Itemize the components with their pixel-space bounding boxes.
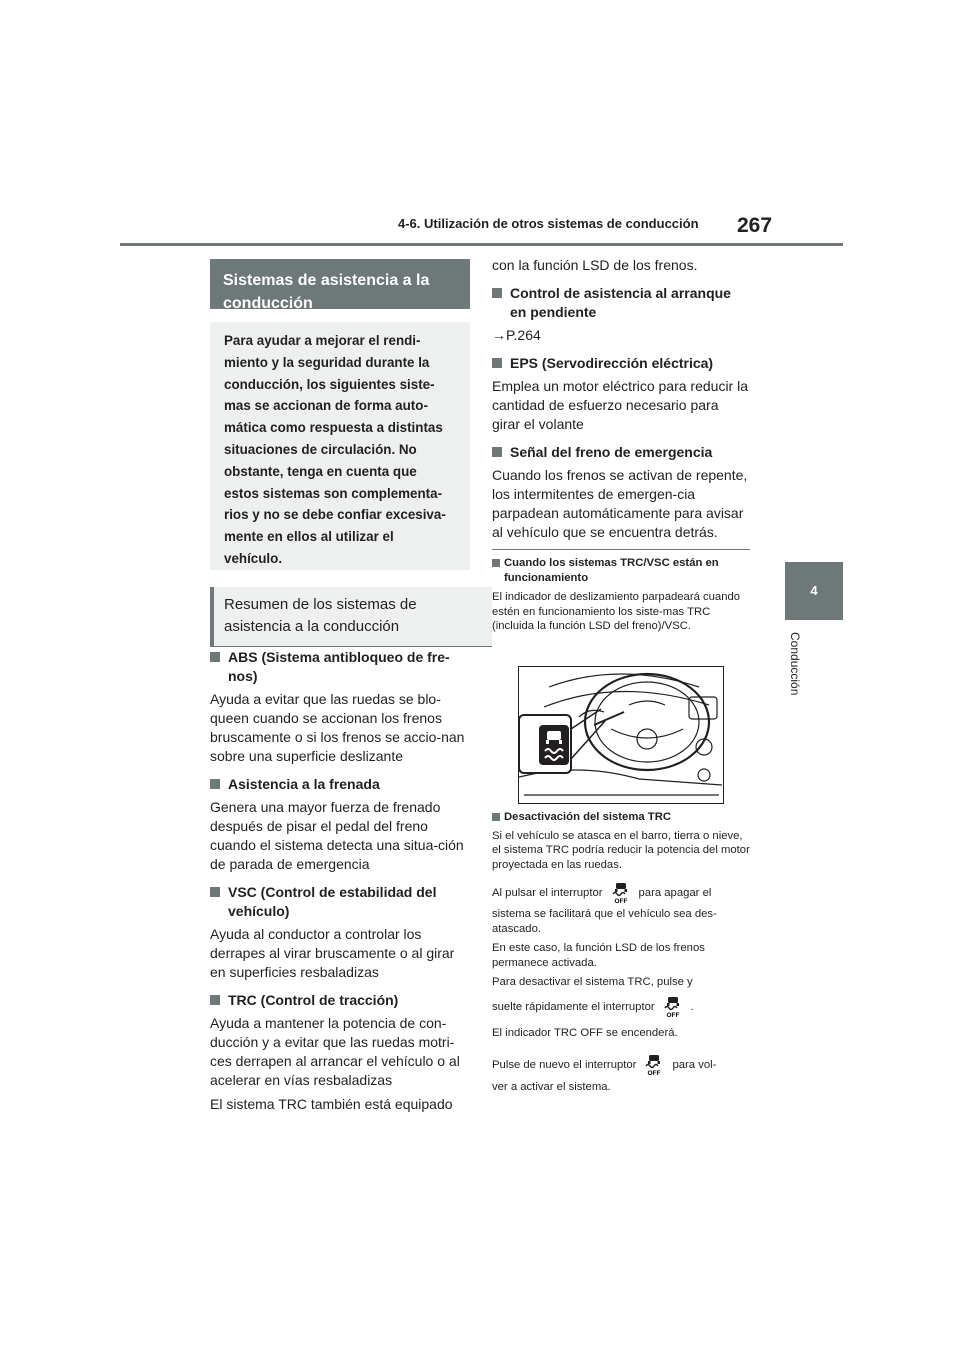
note2-line4: Para desactivar el sistema TRC, pulse y [492,976,693,989]
note-trc-off [492,810,754,1095]
chapter-tab: 4 [785,562,843,620]
intro-line: obstante, tenga en cuenta que [224,463,417,479]
intro-line: rios y no se debe confiar excesiva- [224,507,446,523]
intro-box [210,322,470,570]
note2-line7-a: Pulse de nuevo el interruptor [492,1059,637,1072]
right-body [492,256,750,542]
eps-text: Emplea un motor eléctrico para reducir la cantidad de esfuerzo necesario para girar el volante [492,378,749,432]
continued-text: con la función LSD de los frenos. [492,257,698,273]
vsc-off-switch-icon [642,1054,666,1076]
intro-line: mática como respuesta a distintas [224,420,443,436]
note2-line7-b: para vol- [672,1059,717,1072]
brake-assist-text: Genera una mayor fuerza de frenado después de pisar el pedal del freno cuando el sistema detecta una situa-ción de parada de emergencia [210,799,464,872]
off-label: OFF [647,1070,661,1077]
note2-line1-b: para apagar el [638,887,712,899]
chapter-label-text: Conducción [788,632,802,696]
note2-line2: sistema se facilitará que el vehículo sea des-atascado. [492,908,717,935]
dashboard-drawing [519,667,722,802]
dashboard-illustration [518,666,724,804]
intro-line: miento y la seguridad durante la [224,354,430,370]
emergency-signal-text: Cuando los frenos se activan de repente, los intermitentes de emergen-cia parpadean automáticamente para avisar al vehículo que se encuentra detrás. [492,467,748,540]
note2-line5 [492,996,754,1018]
intro-line: situaciones de circulación. No [224,441,417,457]
chapter-label [788,632,802,712]
left-body [210,648,468,1114]
intro-line: mas se accionan de forma auto- [224,398,428,414]
note2-line5-b: . [690,1000,694,1013]
abs-text: Ayuda a evitar que las ruedas se blo-queen cuando se accionan los frenos bruscamente o si los frenos se accio-nan sobre una superficie deslizante [210,691,465,764]
section-header-title: 4-6. Utilización de otros sistemas de conducción [398,216,699,231]
off-label: OFF [666,1011,680,1018]
note2-line1-a: Al pulsar el interruptor [492,887,603,899]
abs-title: ABS (Sistema antibloqueo de fre-nos) [210,648,468,686]
vsc-title: VSC (Control de estabilidad del vehículo) [210,883,468,921]
intro-line: mente en ellos al utilizar el [224,529,394,545]
note2-text: Si el vehículo se atasca en el barro, tierra o nieve, el sistema TRC podría reducir la potencia del motor proyectada en las ruedas. [492,829,750,871]
note1-text: El indicador de deslizamiento parpadeará cuando estén en funcionamiento los siste-mas TRC (incluida la función LSD del freno)/VSC. [492,591,741,632]
note2-title: Desactivación del sistema TRC [492,810,754,825]
notes-divider [492,549,750,550]
intro-line: Para ayudar a mejorar el rendi- [224,333,421,348]
intro-line: conducción, los siguientes siste- [224,376,435,392]
hill-start-title: Control de asistencia al arranque en pendiente [492,284,750,322]
vsc-text: Ayuda al conductor a controlar los derrapes al virar bruscamente o al girar en superficies resbaladizas [210,926,455,980]
heading-systems-summary: Resumen de los sistemas de asistencia a la conducción [210,587,492,647]
brake-assist-title: Asistencia a la frenada [210,775,468,794]
note2-line7 [492,1054,754,1076]
note2-line6: El indicador TRC OFF se encenderá. [492,1026,678,1039]
vsc-off-switch-icon [661,996,685,1018]
intro-line: estos sistemas son complementa- [224,485,443,501]
note2-line3: En este caso, la función LSD de los frenos permanece activada. [492,942,705,969]
vsc-off-switch-icon [609,882,633,904]
intro-line: vehículo. [224,550,283,566]
trc-title: TRC (Control de tracción) [210,991,468,1010]
eps-title: EPS (Servodirección eléctrica) [492,354,750,373]
heading-driving-assist: Sistemas de asistencia a la conducción [210,259,470,309]
page-number: 267 [737,214,773,237]
off-label: OFF [614,898,628,905]
header-divider [120,243,843,246]
note1-title: Cuando los sistemas TRC/VSC están en funcionamiento [492,556,750,585]
trc-text-2: El sistema TRC también está equipado [210,1096,453,1112]
hill-start-ref: →P.264 [492,327,541,343]
note2-line5-a: suelte rápidamente el interruptor [492,1000,655,1013]
emergency-signal-title: Señal del freno de emergencia [492,443,750,462]
note2-line8: ver a activar el sistema. [492,1081,611,1094]
slip-indicator-callout [519,709,605,773]
trc-text: Ayuda a mantener la potencia de con-ducción y a evitar que las ruedas motri-ces derrapen al arrancar el vehículo o al acelerar en vías resbaladizas [210,1015,460,1088]
note-trc-vsc [492,556,750,634]
note2-line1 [492,882,754,904]
